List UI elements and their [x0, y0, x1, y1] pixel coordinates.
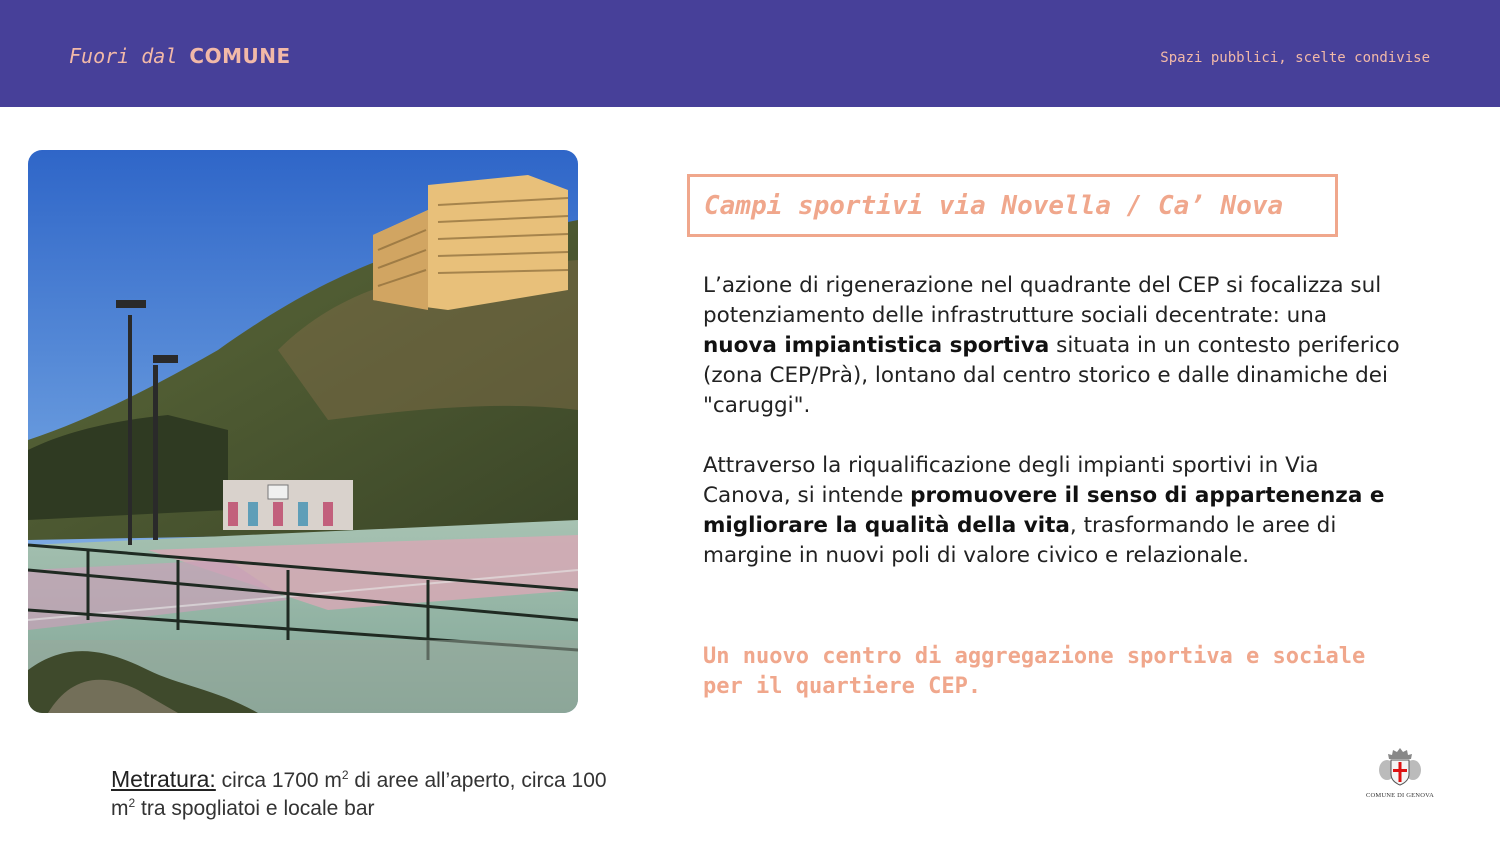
comune-genova-logo: [1362, 746, 1438, 800]
header-bar: [0, 0, 1500, 107]
metratura-text-2: di aree all’aperto, circa 100 m: [111, 769, 607, 820]
paragraph-1: [703, 271, 1403, 421]
metratura-sup-1: 2: [341, 768, 349, 782]
header-tagline: Spazi pubblici, scelte condivise: [1160, 50, 1430, 66]
paragraph-2-text-a: Attraverso la riqualificazione degli impianti sportivi in Via Canova, si intende: [703, 453, 1319, 508]
logo-text: COMUNE DI GENOVA: [1365, 792, 1435, 799]
description: [703, 271, 1403, 571]
brand-logo: [69, 44, 291, 68]
sports-field-photo: [28, 150, 578, 713]
paragraph-1-text-b: situata in un contesto periferico (zona CEP/Prà), lontano dal centro storico e dalle dinamiche dei "caruggi".: [703, 333, 1400, 418]
paragraph-2-bold: promuovere il senso di appartenenza e migliorare la qualità della vita: [703, 483, 1385, 538]
section-title-box: [687, 174, 1338, 237]
brand-strong: COMUNE: [189, 44, 291, 68]
section-title: Campi sportivi via Novella / Ca’ Nova: [704, 190, 1284, 221]
metratura-text-1: circa 1700 m: [215, 769, 342, 792]
paragraph-1-text-a: L’azione di rigenerazione nel quadrante del CEP si focalizza sul potenziamento delle infrastrutture sociali decentrate: una: [703, 273, 1382, 328]
metratura-caption: [111, 765, 631, 823]
brand-prefix: Fuori dal: [69, 44, 178, 68]
metratura-label: Metratura:: [111, 766, 216, 792]
paragraph-2: [703, 451, 1403, 571]
paragraph-2-text-b: , trasformando le aree di margine in nuovi poli di valore civico e relazionale.: [703, 513, 1337, 568]
metratura-text-3: tra spogliatoi e locale bar: [135, 797, 375, 820]
paragraph-1-bold: nuova impiantistica sportiva: [703, 333, 1050, 358]
highlight-statement: Un nuovo centro di aggregazione sportiva e sociale per il quartiere CEP.: [703, 644, 1366, 699]
coat-of-arms-icon: [1377, 746, 1423, 786]
metratura-sup-2: 2: [128, 796, 136, 810]
